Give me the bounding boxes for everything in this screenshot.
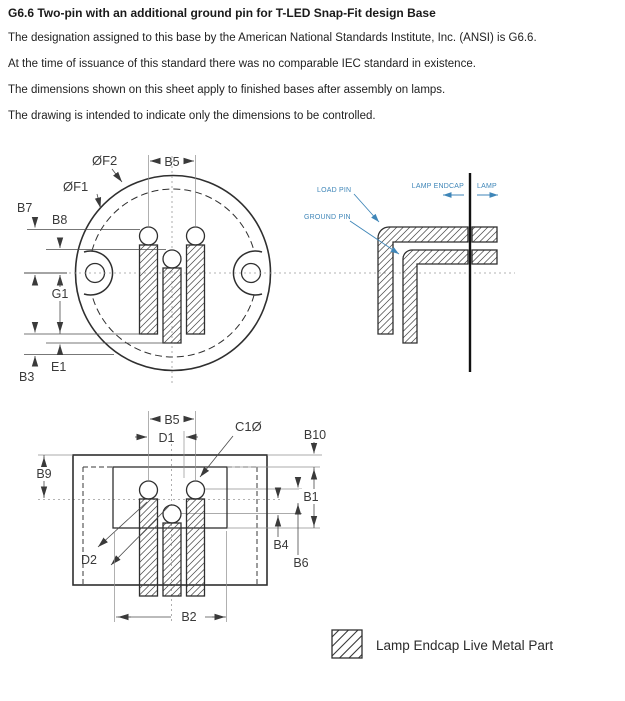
bottom-view-drawing [32,411,326,624]
load-pin-leader-arrow [354,194,379,222]
dim-label-b5-bottom: B5 [164,413,180,427]
dim-label-b10: B10 [303,428,327,442]
ground-pin-shape [403,250,468,343]
label-lamp: LAMP [477,183,497,190]
load-pin-lamp-side [472,227,497,242]
legend [332,630,553,658]
dim-label-b3: B3 [19,370,35,384]
dim-label-b8: B8 [52,213,68,227]
doc-paragraph-2: At the time of issuance of this standard there was no comparable IEC standard in existence. [8,58,476,70]
page-title: G6.6 Two-pin with an additional ground pin for T-LED Snap-Fit design Base [8,6,436,20]
doc-paragraph-3: The dimensions shown on this sheet apply to finished bases after assembly on lamps. [8,84,446,96]
label-load-pin: LOAD PIN [317,187,352,194]
doc-paragraph-4: The drawing is intended to indicate only the dimensions to be controlled. [8,110,376,122]
dim-label-b5-top: B5 [164,155,180,169]
side-view-drawing [304,173,498,372]
hatched-swatch-icon [332,630,362,658]
dim-label-b4: B4 [273,538,289,552]
dim-label-g1: G1 [51,287,69,301]
dim-label-f2: ØF2 [92,153,118,168]
dim-label-d2: D2 [81,553,97,567]
ground-pin-lamp-side [472,250,497,264]
dim-label-e1: E1 [51,360,67,374]
dim-label-c1: C1Ø [235,419,262,434]
dim-label-b7: B7 [17,201,33,215]
pins-bottom-view [140,481,205,596]
legend-label: Lamp Endcap Live Metal Part [376,638,554,653]
dim-label-b1: B1 [303,490,319,504]
dim-label-b2: B2 [181,610,197,624]
label-lamp-endcap: LAMP ENDCAP [411,183,464,190]
load-pin-shape [378,227,468,334]
pins-top-view [140,227,205,343]
dim-label-f1: ØF1 [63,179,89,194]
dim-label-b6: B6 [293,556,309,570]
dim-label-d1: D1 [158,431,175,445]
doc-paragraph-1: The designation assigned to this base by the American National Standards Institute, Inc. (ANSI) is G6.6. [8,32,537,44]
label-ground-pin: GROUND PIN [304,214,351,221]
dim-label-b9: B9 [36,467,52,481]
